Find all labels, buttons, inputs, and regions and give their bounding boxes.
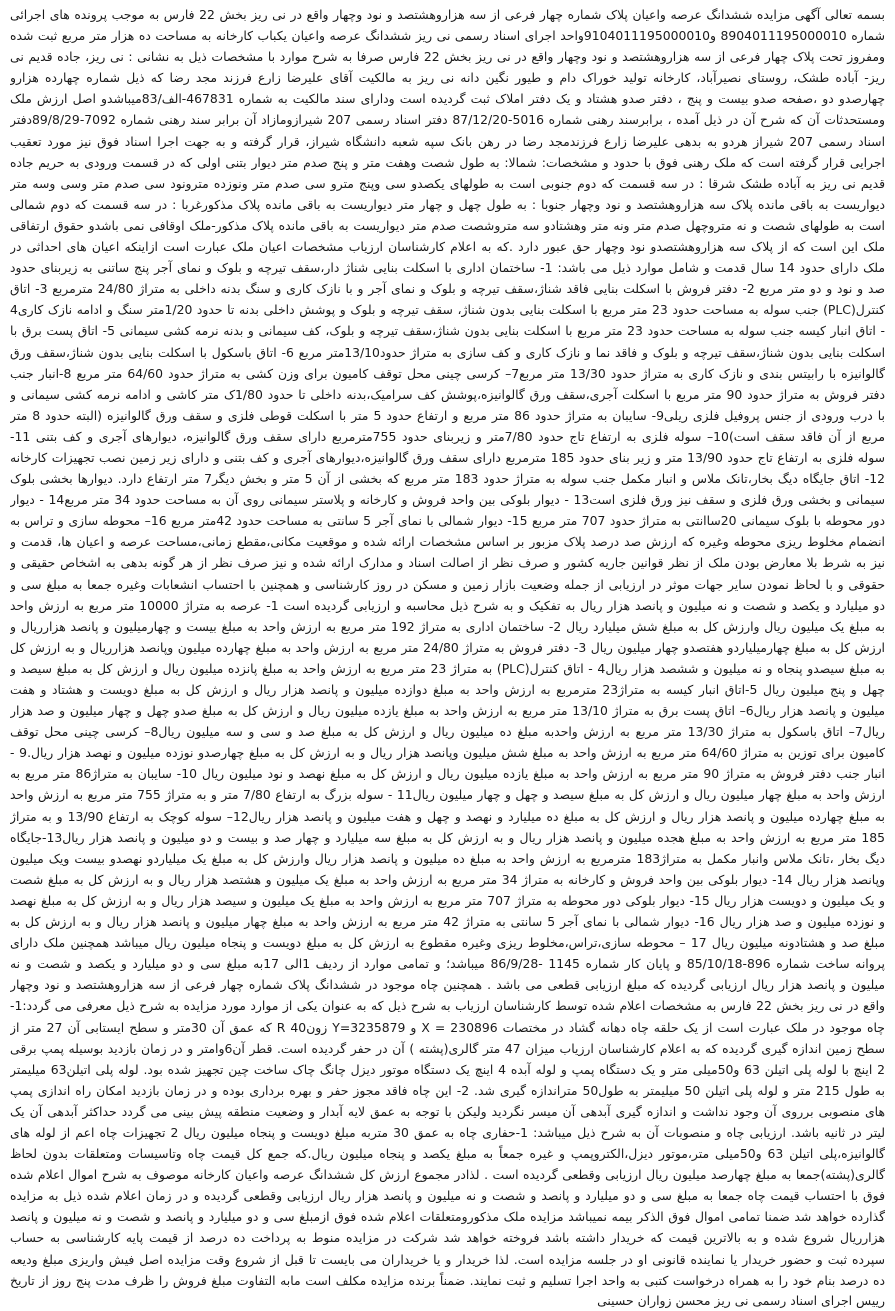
notice-signature: رییس اجرای اسناد رسمی نی ریز محسن زواران حسینی [597,1293,885,1308]
notice-body-text: بسمه تعالی آگهی مزایده ششدانگ عرصه واعیان پلاک شماره چهار فرعی از سه هزاروهشتصد و نود وچهار واقع در نی ریز بخش 22 فارس به موجب پرونده های اجرائی شماره 8904011195000010 و9104011195000010واحد اجرای اسناد رسمی نی ریز ششدانگ عرصه واعیان یکباب کارخانه به مساحت ده هزار متر مربع ثبت شده ومفروز تحت پلاک چهار فرعی از سه هزاروهشتصد و نود وچهار واقع در نی ریز بخش 22 فارس صرفا به شرح موارد با مشخصات ذیل به نشانی : نی ریز، جاده قدیم نی ریز- آباده طشک، روستای نصیرآباد، کارخانه تولید خوراک دام و طیور نگین دانه نی ریز به مالکیت آقای علیرضا زارع فرزند مجد رضا که ذیل شماره چهارده هزارو چهارصدو دو ،صفحه صدو بیست و پنج ، دفتر صدو هشتاد و یک دفتر املاک ثبت گردیده است ودارای سند مالکیت به شماره 467831-الف/83میباشدو اصل ارزش ملک ومستحدثات آن که شرح آن در ذیل آمده ، برابرسند رهنی شماره 5016-87/12/20 دفتر اسناد رسمی 207 شیرازومازاد آن برابر سند رهنی شماره 7092-89/8/29دفتر اسناد رسمی 207 شیراز هردو به بدهی علیرضا زارع فرزندمجد رضا در رهن بانک سپه شعبه دانشگاه شیراز، قرار گرفته و به جهت اجرا اسناد فوق نیز مورد تعقیب اجرایی قرار گرفته است که ملک رهنی فوق با حدود و مشخصات: شمالا: به طول شصت وهفت متر و پنج صدم متر دیوار بتنی اولی که در قسمت ورودی به حریم جاده قدیم نی ریز به آباده طشک شرقا : در سه قسمت که دوم جنوبی است به طولهای یکصدو سی وپنج مترو سی صدم متر ونوزده مترونود سی صدم متر وسی وسه متر دیواریست به باقی مانده پلاک سه هزاروهشتصد و نود وچهار جنوبا : به طول چهل و چهار متر دیواریست به باقی مانده پلاک مذکورغربا : در سه قسمت که دوم شمالی است به طولهای شصت و نه متروچهل صدم متر ونه متر وهشتادو سه متروشصت صدم متر دیواریست به باقی مانده پلاک مذکور-ملک اوقافی نمی باشدو حقوق ارتفاقی ملک این است که از پلاک سه هزاروهشتصدو نود وچهار حق عبور دارد .که به اعلام کارشناسان ارزیاب مشخصات اعیان ملک عبارت است ازاینکه اعیان های احداثی در ملک دارای حدود 14 سال قدمت و شامل موارد ذیل می باشد: 1- ساختمان اداری با اسکلت بنایی شناژ دار،سقف تیرچه و بلوک و نمای آجر پنج ساتنی به زیربنای حدود صد و نود و دو متر مربع 2- دفتر فروش با اسکلت بنایی فاقد شناژ،سقف تیرچه و بلوک و نمای آجر و با نازک کاری و سنگ بدنه داخلی به متراژ 24/80 مترمربع 3- اتاق کنترل(PLC) جنب سوله به مساحت حدود 23 متر مربع با اسکلت بنایی بدون شناژ، سقف تیرچه و بلوک و پوشش داخلی بدنه تا حدود 1/20متر سنگ و ادامه نازک کاری4 - اتاق انبار کیسه جنب سوله به مساحت حدود 23 متر مربع با اسکلت بنایی بدون شناژ،سقف تیرچه و بلوک، کف سیمانی و بدنه نرمه کشی سیمانی 5- اتاق پست برق با اسکلت بنایی بدون شناژ،سقف تیرچه و بلوک و فاقد نما و نازک کاری و کف سازی به متراژ حدود13/10متر مربع 6- اتاق باسکول با اسکلت بنایی بدون شناژ،سقف ورق گالوانیزه با رابیتس بندی و نازک کاری به متراژ حدود 13/30 متر مربع7– کرسی چینی محل توقف کامیون برای وزن کشی به متراژ حدود 64/60 متر مربع 8-انبار جنب دفتر فروش به متراژ حدود 90 متر مربع با اسکلت آجری،سقف ورق گالوانیزه،پوشش کف سرامیک،بدنه داخلی تا حدود 1/80ک متر کاشی و ادامه نرمه کشی سیمانی و با درب ورودی از جنس پروفیل فلزی ریلی9- سایبان به متراژ حدود 86 متر مربع و ارتفاع حدود 5 متر با اسکلت قوطی فلزی و سقف ورق گالوانیزه (البته حدود 8 متر مربع از آن فاقد سقف است)10– سوله فلزی به ارتفاع تاج حدود 7/80متر و زیربنای حدود 755مترمربع دارای سقف ورق گالوانیزه، دیوارهای آجری و کف بتنی 11- سوله فلزی به ارتفاع تاج حدود 13/90 متر و زیر بنای حدود 185 مترمربع دارای سقف ورق گالوانیزه،دیوارهای آجری و کف بتنی و دارای زیر زمین نصب تجهیزات کارخانه 12- اتاق جایگاه دیگ بخار،تانک ملاس و انبار مکمل جنب سوله به متراژ حدود 183 متر مربع که بخشی از آن 5 متر و بخش دیگر7 متر ارتفاع دارد. دیوارها بخشی بلوک سیمانی و بخشی ورق فلزی و سقف نیز ورق فلزی است13 - دیوار بلوکی بین واحد فروش و کارخانه و پلاستر سیمانی روی آن به مساحت حدود 34 متر مربع14 - دیوار دور محوطه با بلوک سیمانی 20ساانتی به متراژ حدود 707 متر مربع 15- دیوار شمالی با نمای آجر 5 سانتی به مساحت حدود 42متر مربع 16– محوطه سازی و تراس به انضمام مخلوط ریزی محوطه وغیره که ارزش صد درصد پلاک مزبور بر اساس مشخصات ارائه شده و موقعیت مکانی،مقطع زمانی،مساحت عرصه و اعیان ها، قدمت و نیز به شرط بلا معارض بودن ملک از نظر قوانین جاریه کشور و صرف نظر از اصالت اسناد و مدارک ارائه شده و نیز صرف نظر از هر گونه بدهی به اشخاص حقیقی و حقوقی و با لحاظ نمودن سایر جهات موثر در ارزیابی از جمله وضعیت بازار زمین و مسکن در روز کارشناسی و همچنین با احتساب انشعابات وغیره جمعا به مبلغ سی و دو میلیارد و یکصد و شصت و نه میلیون و پانصد هزار ریال به تفکیک و به شرح ذیل محاسبه و ارزیابی گردیده است 1- عرصه به متراژ 10000 متر مربع به ارزش واحد به مبلغ یک میلیون ریال وارزش کل به مبلغ شش میلیارد ریال 2- ساختمان اداری به متراژ 192 متر مربع به ارزش واحد به مبلغ بیست و چهارمیلیون و پانصد هزارریال و ارزش کل به مبلغ چهارمیلیاردو هفتصدو چهار میلیون ریال 3- دفتر فروش به متراژ 24/80 متر مربع به ارزش واحد به مبلغ چهارده میلیون وپانصد هزارریال و به ارزش کل به مبلغ سیصدو پنجاه و نه میلیون و ششصد هزار ریال4 - اتاق کنترل(PLC) به متراژ 23 متر مربع به ارزش واحد به مبلغ پانزده میلیون ریال و ارزش کل به مبلغ سیصد و چهل و پنج میلیون ریال 5-اتاق انبار کیسه به متراژ23 مترمربع به ارزش واحد به مبلغ دوازده میلیون و پانصد هزار ریال و ارزش کل به مبلغ دویست و هشتاد و هفت میلیون و پانصد هزار ریال6– اتاق پست برق به متراژ 13/10 متر مربع به ارزش واحد به مبلغ یازده میلیون ریال و ارزش کل به مبلغ صدو چهل و چهار میلیون و صد هزار ریال7– اتاق باسکول به متراژ 13/30 متر مربع به ارزش واحدبه مبلغ ده میلیون ریال و ارزش کل به مبلغ صد و سی و سه میلیون ریال8– کرسی چینی محل توقف کامیون برای توزین به متراژ 64/60 متر مربع به ارزش واحد به مبلغ شش میلیون وپانصد هزار ریال و به ارزش کل به مبلغ چهارصدو نوزده میلیون و نهصد هزار ریال.9 - انبار جنب دفتر فروش به متراژ 90 متر مربع به ارزش واحد به مبلغ یازده میلیون ریال و ارزش کل به مبلغ نهصد و نود میلیون ریال 10- سایبان به متراژ86 متر مربع به ارزش واحد به مبلغ چهار میلیون ریال و ارزش کل به مبلغ سیصد و چهل و چهار میلیون ریال11 - سوله بزرگ به ارتفاع 7/80 متر و به متراژ 755 متر مربع به ارزش واحد به مبلغ چهارده میلیون و پانصد هزار ریال و ارزش کل به مبلغ ده میلیارد و نهصد و چهل و هفت میلیون و پانصد هزار ریال12– سوله کوچک به ارتفاع 13/90 و به متراژ 185 متر مربع به ارزش واحد به مبلغ هجده میلیون و پانصد هزار ریال و به ارزش کل به مبلغ سه میلیارد و چهار صد و بیست و دو میلیون و پانصد هزار ریال13-جایگاه دیگ بخار ،تانک ملاس وانبار مکمل به متراژ183 مترمربع به ارزش واحد به مبلغ ده میلیون و پانصد هزار ریال وارزش کل به مبلغ یک میلیاردو نهصدو بیست ویک میلیون وپانصد هزار ریال 14- دیوار بلوکی بین واحد فروش و کارخانه به متراژ 34 متر مربع به ارزش واحد به مبلغ یک میلیون و هشتصد هزار ریال و به ارزش کل به مبلغ شصت و یک میلیون و دویست هزار ریال 15- دیوار بلوکی دور محوطه به متراژ 707 متر مربع به ارزش واحد به مبلغ یک میلیون و سیصد هزار ریال و به ارزش کل به مبلغ نهصد و نوزده میلیون و صد هزار ریال 16- دیوار شمالی با نمای آجر 5 سانتی به متراژ 42 متر مربع به ارزش واحد به مبلغ چهار میلیون و پانصد هزار ریال و به ارزش کل به مبلغ صد و هشتادونه میلیون ریال 17 – محوطه سازی،تراس،مخلوط ریزی وغیره مقطوع به ارزش کل به مبلغ دویست و پنجاه میلیون ریال میباشد همچنین ملک دارای پروانه ساخت شماره 896-85/10/18 و پایان کار شماره 1145 -86/9/28 میباشد؛ و تمامی موارد از ردیف 1الی 17به مبلغ سی و دو میلیارد و یکصد و شصت و نه میلیون و پانصد هزار ریال ارزیابی گردیده که مبلغ ارزیابی قطعی می باشد . همچنین چاه موجود در ششدانگ پلاک شماره چهار فرعی از سه هزاروهشتصد و نود وچهار واقع در نی ریز بخش 22 فارس به مشخصات اعلام شده توسط کارشناسان ارزیاب به شرح ذیل که به عنوان یکی از موارد مورد مزایده به شرح ذیل معرفی می گردد:1- چاه موجود در ملک عبارت است از یک حلقه چاه دهانه گشاد در مختصات X = 230896 و Y=3235879 زونR 40 که عمق آن 30متر و سطح ایستابی آن 27 متر از سطح زمین اندازه گیری گردیده که به اعلام کارشناسان ارزیاب میزان 47 متر گالری(پشته ) آن در حفر گردیده است. قطر آن6وامتر و در زمان بازدید بوسیله پمپ برقی 2 اینچ با لوله پلی اتیلن 63 و50میلی متر و یک دستگاه پمپ و لوله آبده 4 اینچ یک دستگاه موتور دیزل چانگ چاک ساخت چین تجهیز شده بود. لوله پلی اتیلن63 میلیمتر به طول 215 متر و لوله پلی اتیلن 50 میلیمتر به طول50 متراندازه گیری شد. 2- این چاه فاقد مجوز حفر و بهره برداری بوده و در زمان بازدید امکان راه اندازی پمپ های منصوبی برروی آن وجود نداشت و اندازه گیری آبدهی آن میسر نگردید ولیکن با توجه به عمق لایه آبدار و وضعیت منطقه پیش بینی می گردد حداکثر آبدهی آن یک لیتر در ثانیه باشد. ارزیابی چاه و منصوبات آن به شرح ذیل میباشد: 1-حفاری چاه به عمق 30 متربه مبلغ دویست و پنجاه میلیون ریال 2 تجهیزات چاه اعم از لوله های گالوانیزه،پلی اتیلن 63 و50میلی متر،موتور دیزل،الکتروپمپ و غیره جمعاً به مبلغ یکصد و پنجاه میلیون ریال.که جمع کل قیمت چاه وتاسیسات ومتعلقات بدون لحاظ گالری(پشته)جمعا به مبلغ چهارصد میلیون ریال ارزیابی وقطعی گردیده است . لذادر مجموع ارزش کل ششدانگ عرصه واعیان کارخانه موصوف به شرح اموال اعلام شده فوق با احتساب قیمت چاه جمعا به مبلغ سی و دو میلیارد و پانصد و شصت و نه میلیون و پانصد هزار ریال ارزیابی وقطعی گردیده و در زمان اعلام شده ذیل به مزایده گذارده خواهد شد ضمنا تمامی اموال فوق الذکر بیمه نمیباشد مزایده ملک مذکورومتعلقات اعلام شده فوق ازمبلغ سی و دو میلیارد و پانصد و شصت و نه میلیون و پانصد هزارریال شروع شده و به بالاترین قیمت که خریدار داشته باشد فروخته خواهد شد شرکت در مزایده منوط به پرداخت ده درصد از قیمت پایه کارشناسی به حساب سپرده ثبت و حضور خریدار یا نماینده قانونی او در جلسه مزایده است. لذا خریدار و یا خریداران می بایست تا قبل از شروع وقت مزایده اصل فیش واریزی مبلغ ودیعه ده درصد بنام خود را به همراه درخواست کتبی به واحد اجرا تسلیم و ثبت نمایند. ضمناً برنده مزایده مکلف است مابه التفاوت مبلغ فروش را ظرف مدت پنج روز از تاریخ [10,7,885,1288]
